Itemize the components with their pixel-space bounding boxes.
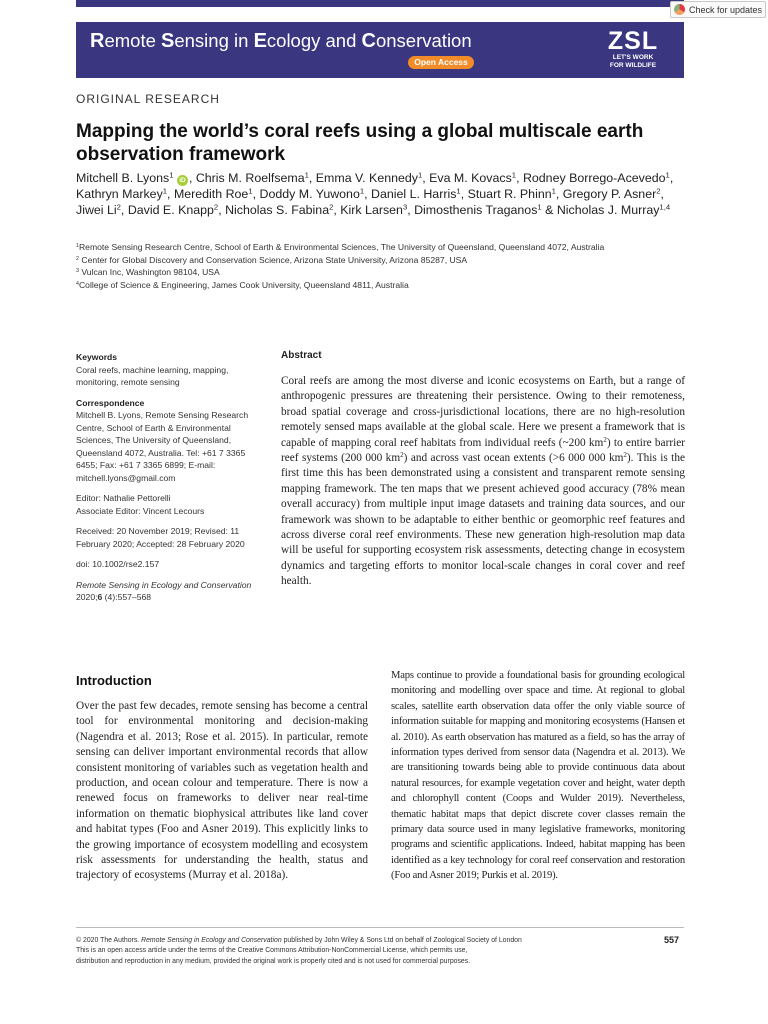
author-affiliation-number: 1 <box>162 186 168 196</box>
journal-title-initial: R <box>90 30 105 52</box>
author-affiliation-number: 1 <box>456 186 461 196</box>
orcid-icon[interactable]: iD <box>177 175 188 186</box>
author-affiliation-number: 1 <box>248 186 253 196</box>
check-for-updates-label: Check for updates <box>689 5 763 15</box>
abstract-heading: Abstract <box>281 350 322 361</box>
affiliation-3: $^3$ Vulcan Inc, Washington 98104, USA <box>76 267 220 277</box>
article-info-sidebar <box>76 351 266 604</box>
author-name[interactable]: Doddy M. Yuwono <box>259 187 360 201</box>
dates: Received: 20 November 2019; Revised: 11 February 2020; Accepted: 28 February 2020 <box>76 526 245 549</box>
citation: Remote Sensing in Ecology and Conservation 2020;6 (4):557–568 <box>76 579 252 602</box>
license-line-1: This is an open access article under the terms of the Creative Commons Attribution-NonCommercial License, which permits use, <box>76 947 468 955</box>
author-name[interactable]: Mitchell B. Lyons <box>76 171 170 185</box>
author-affiliation-number: 1 <box>511 170 517 180</box>
author-affiliation-number: 1 <box>169 170 174 180</box>
author-name[interactable]: Nicholas J. Murray <box>556 203 660 217</box>
editor: Editor: Nathalie Pettorelli <box>76 493 171 503</box>
affiliation-2: $^2$ Center for Global Discovery and Conservation Science, Arizona State University, Arizona 85287, USA <box>76 254 468 265</box>
keywords-label: Keywords <box>76 352 118 362</box>
article-title: Mapping the world’s coral reefs using a global multiscale earth observation framework <box>76 121 644 165</box>
keywords: Coral reefs, machine learning, mapping, monitoring, remote sensing <box>76 364 229 387</box>
author-name[interactable]: Rodney Borrego-Acevedo <box>522 171 666 185</box>
open-access-badge[interactable]: Open Access <box>408 56 474 69</box>
affiliations <box>76 241 696 291</box>
author-name[interactable]: Nicholas S. Fabina <box>225 203 330 217</box>
zsl-tagline-1: LET'S WORK <box>612 54 654 61</box>
author-affiliation-number: 3 <box>402 202 408 212</box>
journal-title-word: emote <box>104 30 162 51</box>
author-affiliation-number: 2 <box>329 202 334 212</box>
copyright-line: © 2020 The Authors. Remote Sensing in Ecology and Conservation published by John Wiley & Sons Ltd on behalf of Zoological Society of London <box>76 937 522 944</box>
author-affiliation-number: 1,4 <box>659 202 671 212</box>
journal-title-initial: S <box>161 30 175 52</box>
author-affiliation-number: 2 <box>213 202 219 212</box>
author-name[interactable]: Meredith Roe <box>173 187 249 201</box>
author-name[interactable]: Kathryn Markey <box>76 187 163 201</box>
footer-divider <box>76 927 684 928</box>
abstract-text: Coral reefs are among the most diverse and iconic ecosystems on Earth, but a range of anthropogenic pressures are threatening their persistence. Owing to their remoteness, broad spatial coverage and cross-jurisdictional locations, there are no high-resolution remotely sensed maps available at the global scale. Here we present a framework that is capable of mapping coral reef habitats from individual reefs (~200 $km^2$) to entire barrier reef systems (200 000 $km^2$) and across vast ocean extents (>6 000 000 $km^2$). This is the first time this has been demonstrated using a consistent and transparent remote sensing mapping framework. The ten maps that we present achieved good accuracy (78% mean overall accuracy) from multiple input image datasets and training data sources, and our framework was shown to be adaptable to either benthic or geomorphic reef features and across diverse coral reef environments. These new generation high-resolution map data will be useful for supporting ecosystem risk assessments, detecting change in ecosystem dynamics and targeting efforts to monitor local-scale changes in coral cover and reef health. <box>281 375 686 588</box>
associate-editor: Associate Editor: Vincent Lecours <box>76 505 205 516</box>
journal-banner <box>76 22 684 78</box>
introduction-paragraph-1: Over the past few decades, remote sensing has become a central tool for environmental monitoring and decision-making (Nagendra et al. 2013; Rose et al. 2015). In particular, remote sensing can deliver important environmental records that allow consistent monitoring of variables such as vegetation health and production, and ocean colour and temperature. There is now a renewed focus on frameworks to deliver near real-time information on thematic biophysical attributes like land cover and habitat types (Foo and Asner 2019). This explicitly links to the growing importance of ecosystem modelling and ecosystem risk assessments for understanding the health, status and trajectory of ecosystems (Murray et al. 2018a). <box>76 700 368 882</box>
journal-title-initial: C <box>361 30 376 52</box>
author-list: Mitchell B. Lyons$^1$ iD , Chris M. Roelfsema$^1$, Emma V. Kennedy$^1$, Eva M. Kovacs$^1$, Rodney Borrego-Acevedo$^1$, Kathryn Markey$^1$, Meredith Roe$^1$, Doddy M. Yuwono$^1$, Daniel L. Harris$^1$, Stuart R. Phinn$^1$, Gregory P. Asner$^2$, Jiwei Li$^2$, David E. Knapp$^2$, Nicholas S. Fabina$^2$, Kirk Larsen$^3$, Dimosthenis Traganos$^1$ & Nicholas J. Murray$^{1,4}$ <box>76 170 674 217</box>
doi[interactable]: doi: 10.1002/rse2.157 <box>76 559 160 569</box>
crossmark-icon <box>674 4 685 15</box>
author-affiliation-number: 2 <box>116 202 121 212</box>
introduction-heading: Introduction <box>76 673 152 688</box>
license-line-2: distribution and reproduction in any medium, provided the original work is properly cited and is not used for commercial purposes. <box>76 957 471 965</box>
page-number: 557 <box>664 935 680 945</box>
author-affiliation-number: 1 <box>417 170 423 180</box>
correspondence-label: Correspondence <box>76 397 145 408</box>
section-label: ORIGINAL RESEARCH <box>76 92 220 106</box>
author-name[interactable]: Dimosthenis Traganos <box>414 203 538 217</box>
author-affiliation-number: 1 <box>537 202 542 212</box>
author-affiliation-number: 2 <box>656 186 661 196</box>
author-affiliation-number: 1 <box>359 186 365 196</box>
journal-title-word: ensing in <box>174 30 254 51</box>
author-affiliation-number: 1 <box>304 170 309 180</box>
journal-title-word: onservation <box>375 30 472 51</box>
top-accent-bar <box>76 0 684 7</box>
introduction-paragraph-2: Maps continue to provide a foundational basis for grounding ecological monitoring and modelling over space and time. At regional to global scales, satellite earth observation data offer the only viable source of information suitable for mapping and monitoring ecosystems (Hansen et al. 2010). As earth observation has matured as a field, so has the array of information types derived from sensor data (Nagendra et al. 2013). We are transitioning towards being able to provide continuous data about natural resources, for example vegetation cover and height, water depth and chlorophyll content (Coops and Wulder 2019). Nevertheless, thematic habitat maps that depict discrete cover classes remain the primary data source used in many legislative frameworks, monitoring programs and scientific applications. Indeed, habitat mapping has been identified as a key technology for coral reef conservation and restoration (Foo and Asner 2019; Purkis et al. 2019). <box>391 670 685 882</box>
author-name[interactable]: Chris M. Roelfsema <box>195 171 305 185</box>
author-affiliation-number: 1 <box>665 170 670 180</box>
journal-title-initial: E <box>253 30 267 52</box>
author-name[interactable]: Jiwei Li <box>76 203 117 217</box>
author-name[interactable]: Kirk Larsen <box>340 203 403 217</box>
zsl-logo-name: ZSL <box>607 27 659 55</box>
author-name[interactable]: David E. Knapp <box>127 203 214 217</box>
author-name[interactable]: Emma V. Kennedy <box>315 171 418 185</box>
check-for-updates-button[interactable] <box>670 1 766 18</box>
journal-title-word: cology and <box>266 30 362 51</box>
correspondence[interactable]: Mitchell B. Lyons, Remote Sensing Research Centre, School of Earth & Environmental Sciences, The University of Queensland, Queensland 4072, Australia. Tel: +61 7 3365 6455; Fax: +61 7 3365 6899; E-mail: mitchell.lyons@gmail.com <box>76 410 249 483</box>
license-footer <box>76 936 636 967</box>
author-name[interactable]: Eva M. Kovacs <box>429 171 512 185</box>
zsl-logo[interactable] <box>598 28 668 69</box>
author-name[interactable]: Daniel L. Harris <box>371 187 457 201</box>
author-name[interactable]: Gregory P. Asner <box>562 187 657 201</box>
author-affiliation-number: 1 <box>551 186 556 196</box>
zsl-tagline-2: FOR WILDLIFE <box>609 61 657 69</box>
affiliation-1: $^1$Remote Sensing Research Centre, School of Earth & Environmental Sciences, The University of Queensland, Queensland 4072, Australia <box>76 242 605 252</box>
journal-title[interactable] <box>90 30 472 53</box>
affiliation-4: $^4$College of Science & Engineering, James Cook University, Queensland 4811, Australia <box>76 279 409 290</box>
author-name[interactable]: Stuart R. Phinn <box>467 187 552 201</box>
